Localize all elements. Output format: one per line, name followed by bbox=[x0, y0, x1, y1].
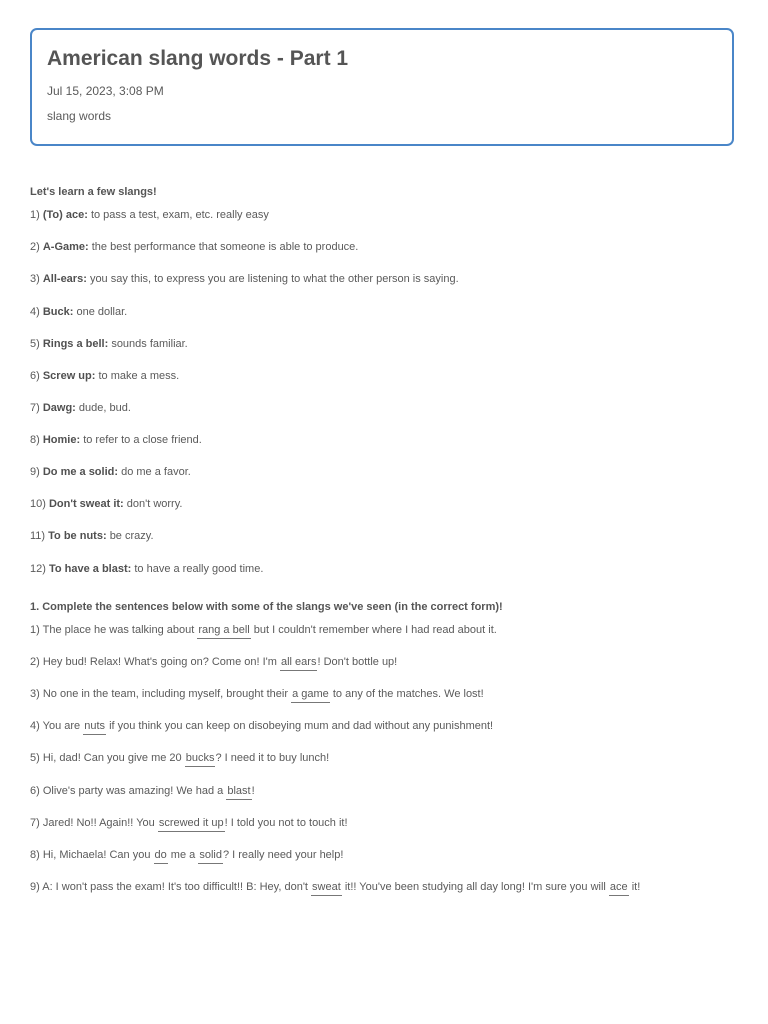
vocab-item bbox=[30, 306, 127, 318]
vocab-item bbox=[30, 498, 182, 510]
vocab-item bbox=[30, 338, 188, 350]
vocab-term: Rings a bell: bbox=[42, 338, 109, 350]
sentence-text: 1) The place he was talking about bbox=[30, 624, 198, 636]
sentence-text: it!! You've been studying all day long! I'm sure you will bbox=[341, 881, 609, 893]
sentence-text: to any of the matches. We lost! bbox=[329, 688, 484, 700]
vocab-definition: to refer to a close friend. bbox=[83, 434, 202, 446]
vocab-definition: be crazy. bbox=[109, 530, 154, 542]
vocab-number: 11) bbox=[30, 530, 46, 542]
vocab-definition: to have a really good time. bbox=[134, 563, 264, 575]
vocab-item bbox=[30, 466, 191, 478]
vocab-number: 10) bbox=[30, 498, 46, 510]
exercise-sentence bbox=[30, 720, 493, 735]
sentence-text: ? I really need your help! bbox=[222, 849, 344, 861]
sentence-text: ! Don't bottle up! bbox=[317, 656, 398, 668]
vocab-term: Don't sweat it: bbox=[48, 498, 124, 510]
vocab-item bbox=[30, 273, 459, 285]
vocab-term: To be nuts: bbox=[48, 530, 107, 542]
sentence-text: but I couldn't remember where I had read about it. bbox=[250, 624, 497, 636]
answer-blank: do bbox=[154, 849, 168, 864]
sentence-text: if you think you can keep on disobeying mum and dad without any punishment! bbox=[106, 720, 494, 732]
vocab-number: 3) bbox=[30, 273, 40, 285]
vocab-definition: don't worry. bbox=[126, 498, 183, 510]
vocab-term: (To) ace: bbox=[42, 209, 88, 221]
answer-blank: bucks bbox=[185, 752, 216, 767]
sentence-text: 4) You are bbox=[30, 720, 84, 732]
exercise-sentence bbox=[30, 688, 484, 703]
answer-blank: solid bbox=[198, 849, 223, 864]
note-header-card bbox=[30, 28, 734, 146]
vocab-number: 5) bbox=[30, 338, 40, 350]
vocab-term: A-Game: bbox=[42, 241, 89, 253]
vocab-definition: you say this, to express you are listening to what the other person is saying. bbox=[89, 273, 459, 285]
vocab-item bbox=[30, 434, 202, 446]
exercise-heading: 1. Complete the sentences below with some of the slangs we've seen (in the correct form)! bbox=[30, 601, 503, 613]
vocab-number: 2) bbox=[30, 241, 40, 253]
answer-blank: all ears bbox=[280, 656, 317, 671]
vocab-definition: dude, bud. bbox=[78, 402, 131, 414]
sentence-text: 7) Jared! No!! Again!! You bbox=[30, 817, 158, 829]
sentence-text: ! bbox=[251, 785, 255, 797]
vocab-definition: sounds familiar. bbox=[111, 338, 188, 350]
sentence-text: 5) Hi, dad! Can you give me 20 bbox=[30, 752, 185, 764]
page-title: American slang words - Part 1 bbox=[47, 47, 349, 70]
sentence-text: me a bbox=[167, 849, 199, 861]
vocab-term: Homie: bbox=[42, 434, 81, 446]
exercise-sentence bbox=[30, 656, 397, 671]
vocab-item bbox=[30, 402, 131, 414]
exercise-sentence bbox=[30, 752, 329, 767]
vocab-term: All-ears: bbox=[42, 273, 87, 285]
vocab-definition: to pass a test, exam, etc. really easy bbox=[90, 209, 269, 221]
answer-blank: rang a bell bbox=[197, 624, 250, 639]
sentence-text: 2) Hey bud! Relax! What's going on? Come on! I'm bbox=[30, 656, 280, 668]
sentence-text: 6) Olive's party was amazing! We had a bbox=[30, 785, 227, 797]
vocab-intro: Let's learn a few slangs! bbox=[30, 186, 157, 198]
answer-blank: screwed it up bbox=[158, 817, 225, 832]
vocab-item bbox=[30, 370, 179, 382]
answer-blank: nuts bbox=[83, 720, 106, 735]
vocab-term: Dawg: bbox=[42, 402, 76, 414]
exercise-sentence bbox=[30, 817, 348, 832]
vocab-item bbox=[30, 209, 269, 221]
answer-blank: ace bbox=[609, 881, 629, 896]
vocab-definition: to make a mess. bbox=[98, 370, 180, 382]
sentence-text: 3) No one in the team, including myself, brought their bbox=[30, 688, 292, 700]
note-date: Jul 15, 2023, 3:08 PM bbox=[47, 84, 164, 98]
answer-blank: blast bbox=[226, 785, 251, 800]
exercise-sentence bbox=[30, 624, 497, 639]
vocab-number: 9) bbox=[30, 466, 40, 478]
exercise-sentence bbox=[30, 881, 640, 896]
vocab-term: To have a blast: bbox=[48, 563, 132, 575]
vocab-item bbox=[30, 241, 358, 253]
vocab-number: 1) bbox=[30, 209, 40, 221]
vocab-number: 4) bbox=[30, 306, 40, 318]
exercise-sentence bbox=[30, 849, 343, 864]
vocab-definition: do me a favor. bbox=[121, 466, 191, 478]
sentence-text: 8) Hi, Michaela! Can you bbox=[30, 849, 154, 861]
answer-blank: sweat bbox=[311, 881, 342, 896]
vocab-number: 8) bbox=[30, 434, 40, 446]
vocab-definition: one dollar. bbox=[76, 306, 128, 318]
vocab-number: 7) bbox=[30, 402, 40, 414]
vocab-term: Buck: bbox=[42, 306, 74, 318]
vocab-number: 12) bbox=[30, 563, 46, 575]
sentence-text: it! bbox=[628, 881, 641, 893]
vocab-term: Do me a solid: bbox=[42, 466, 119, 478]
vocab-item bbox=[30, 563, 263, 575]
sentence-text: 9) A: I won't pass the exam! It's too difficult!! B: Hey, don't bbox=[30, 881, 312, 893]
exercise-sentence bbox=[30, 785, 255, 800]
vocab-item bbox=[30, 530, 154, 542]
sentence-text: ? I need it to buy lunch! bbox=[215, 752, 330, 764]
vocab-term: Screw up: bbox=[42, 370, 96, 382]
sentence-text: ! I told you not to touch it! bbox=[224, 817, 348, 829]
vocab-number: 6) bbox=[30, 370, 40, 382]
note-description: slang words bbox=[47, 109, 112, 123]
vocab-definition: the best performance that someone is able to produce. bbox=[91, 241, 359, 253]
answer-blank: a game bbox=[291, 688, 330, 703]
